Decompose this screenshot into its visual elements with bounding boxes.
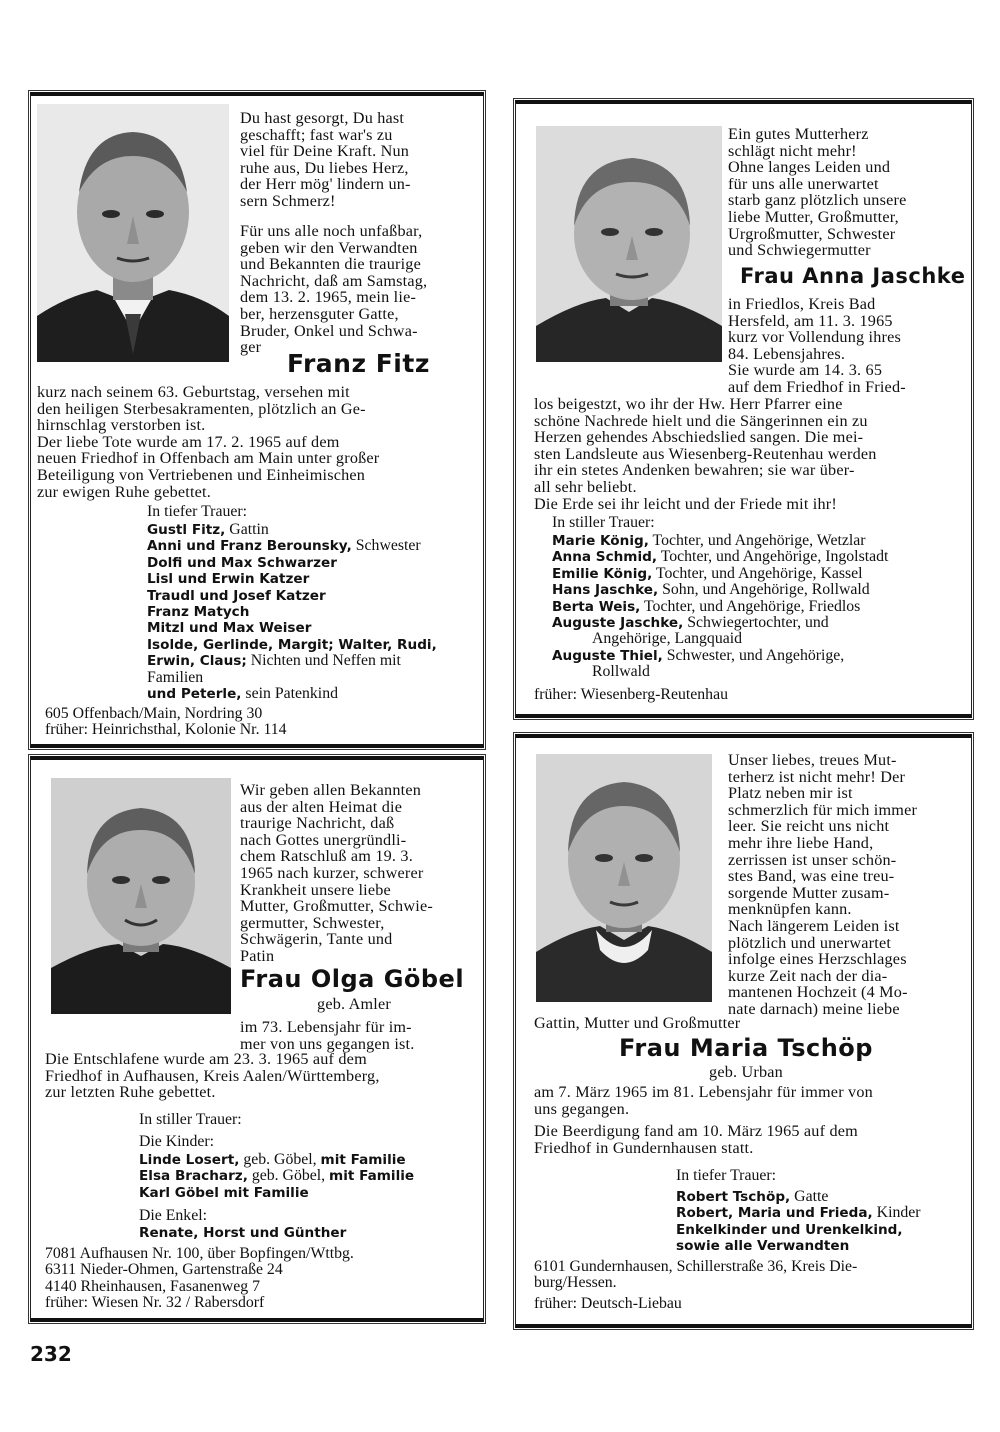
mourning-title: In stiller Trauer: xyxy=(552,514,655,531)
mourner-name: sowie alle Verwandten xyxy=(676,1238,850,1255)
deceased-name: Frau Olga Göbel xyxy=(240,965,465,993)
mourning-title: In stiller Trauer: xyxy=(139,1111,242,1128)
body-text xyxy=(37,384,469,500)
intro-line: Nach längerem Leiden ist xyxy=(728,916,900,935)
mourners-list xyxy=(676,1189,966,1255)
child-name: Linde Losert, xyxy=(139,1152,240,1168)
address-line: 4140 Rheinhausen, Fasanenweg 7 xyxy=(45,1277,260,1295)
body-line: Friedhof in Gundernhausen statt. xyxy=(534,1138,754,1157)
poem-line: der Herr mög' lindern un- xyxy=(240,175,411,194)
mourner-name: Robert Tschöp, xyxy=(676,1189,791,1205)
intro-line: leer. Sie reicht uns nicht xyxy=(728,817,890,836)
mourner-name: Franz Matych xyxy=(147,604,250,621)
address-block xyxy=(45,706,287,739)
poem-text xyxy=(240,110,469,210)
details-line: im 73. Lebensjahr für im- xyxy=(240,1018,412,1036)
mourners-list xyxy=(552,533,962,681)
intro-line: zerrissen ist unser schön- xyxy=(728,850,897,869)
intro-line: nach Gottes unergründli- xyxy=(240,830,407,849)
address-line: 6311 Nieder-Ohmen, Gartenstraße 24 xyxy=(45,1261,283,1279)
mourner-relation: Gatte xyxy=(790,1188,829,1205)
child-name: Karl Göbel mit Familie xyxy=(139,1184,309,1201)
details-text xyxy=(240,1019,468,1052)
mourner-name: Traudl und Josef Katzer xyxy=(147,587,326,604)
details-line: Sie wurde am 14. 3. 65 xyxy=(728,361,883,380)
mourner-relation: Gattin xyxy=(225,521,269,538)
details-line: mer von uns gegangen ist. xyxy=(240,1034,415,1053)
intro-line: ber, herzensguter Gatte, xyxy=(240,304,399,323)
mourning-title: In tiefer Trauer: xyxy=(676,1167,777,1184)
mourner-relation: Tochter, und Angehörige, Ingolstadt xyxy=(657,548,889,566)
obituary-anna-jaschke xyxy=(515,100,972,718)
mourners-list xyxy=(147,522,473,702)
intro-line: plötzlich und unerwartet xyxy=(728,933,892,952)
intro-line: starb ganz plötzlich unsere xyxy=(728,191,907,210)
mourner-entry xyxy=(552,533,962,549)
mourner-name: Hans Jaschke, xyxy=(552,582,659,599)
body-line: hirnschlag verstorben ist. xyxy=(37,416,206,435)
intro-line: germutter, Schwester, xyxy=(240,913,385,932)
body-line: Beteiligung von Vertriebenen und Einheimischen xyxy=(37,465,366,484)
mourner-entry xyxy=(676,1238,966,1254)
child-entry xyxy=(139,1152,469,1168)
address-line: 6101 Gundernhausen, Schillerstraße 36, Kreis Die- xyxy=(534,1258,858,1275)
body-line: neuen Friedhof in Offenbach am Main unter großer xyxy=(37,449,380,468)
intro-line: nate darnach) meine liebe xyxy=(728,999,900,1018)
mourner-entry xyxy=(552,599,962,615)
birth-name: geb. Amler xyxy=(317,995,391,1013)
body-line: zur ewigen Ruhe gebettet. xyxy=(37,482,212,501)
mourner-relation: Rollwald xyxy=(592,663,650,681)
mourner-entry xyxy=(147,571,473,587)
mourner-entry xyxy=(147,588,473,604)
intro-line: infolge eines Herzschlages xyxy=(728,950,907,969)
details-line: auf dem Friedhof in Fried- xyxy=(728,377,906,396)
mourner-entry xyxy=(147,604,473,620)
intro-line: Wir geben allen Bekannten xyxy=(240,781,421,799)
mourner-name: Lisl und Erwin Katzer xyxy=(147,571,310,588)
obituary-maria-tschoep xyxy=(515,734,972,1328)
body-line: uns gegangen. xyxy=(534,1099,630,1118)
grandchildren-names xyxy=(139,1225,346,1241)
mourner-entry xyxy=(147,653,473,669)
address-line: 605 Offenbach/Main, Nordring 30 xyxy=(45,705,263,722)
obituary-franz-fitz xyxy=(30,92,484,748)
mourner-relation: Schwester xyxy=(351,537,421,555)
portrait-photo-anna-jaschke xyxy=(536,126,722,362)
mourner-name: Anni und Franz Berounsky, xyxy=(147,538,352,555)
mourner-relation: Schwiegertochter, und xyxy=(683,614,829,632)
details-line: Hersfeld, am 11. 3. 1965 xyxy=(728,311,893,330)
mourner-entry xyxy=(676,1189,966,1205)
intro-line: Unser liebes, treues Mut- xyxy=(728,751,897,769)
body-line: Herzen gehendes Abschiedslied sangen. Die mei- xyxy=(534,428,864,447)
mourner-entry xyxy=(552,549,962,565)
address-line: früher: Wiesen Nr. 32 / Rabersdorf xyxy=(45,1294,265,1312)
mourner-name: Dolfi und Max Schwarzer xyxy=(147,554,337,571)
mourner-name: Isolde, Gerlinde, Margit; Walter, Rudi, xyxy=(147,636,437,653)
body-text xyxy=(534,1084,958,1156)
intro-text xyxy=(240,782,468,965)
mourner-relation: Tochter, und Angehörige, Wetzlar xyxy=(648,532,866,549)
child-family: mit Familie xyxy=(329,1168,415,1185)
intro-line: Nachricht, daß am Samstag, xyxy=(240,271,428,290)
details-line: in Friedlos, Kreis Bad xyxy=(728,295,876,313)
intro-line: Mutter, Großmutter, Schwie- xyxy=(240,897,433,916)
intro-line: terherz ist nicht mehr! Der xyxy=(728,767,906,786)
intro-line: Platz neben mir ist xyxy=(728,784,853,803)
intro-line: Urgroßmutter, Schwester xyxy=(728,224,896,243)
children-title: Die Kinder: xyxy=(139,1133,215,1150)
body-line: am 7. März 1965 im 81. Lebensjahr für immer von xyxy=(534,1083,873,1101)
body-text xyxy=(534,396,958,512)
intro-line: schmerzlich für mich immer xyxy=(728,800,918,819)
intro-line: mantenen Hochzeit (4 Mo- xyxy=(728,983,908,1002)
mourner-name: Auguste Jaschke, xyxy=(552,615,684,632)
intro-line: liebe Mutter, Großmutter, xyxy=(728,207,899,226)
intro-line: sorgende Mutter zusam- xyxy=(728,883,890,902)
mourner-name: Berta Weis, xyxy=(552,598,641,615)
body-line: Friedhof in Aufhausen, Kreis Aalen/Württemberg, xyxy=(45,1066,380,1085)
birth-name: geb. Urban xyxy=(709,1063,783,1081)
intro-line: Ohne langes Leiden und xyxy=(728,158,891,177)
intro-line: Schwägerin, Tante und xyxy=(240,930,393,949)
poem-line: sern Schmerz! xyxy=(240,191,336,210)
address-block xyxy=(45,1246,354,1312)
body-line: den heiligen Sterbesakramenten, plötzlich an Ge- xyxy=(37,399,366,418)
details-line: 84. Lebensjahres. xyxy=(728,344,846,363)
mourner-entry xyxy=(147,620,473,636)
body-line: Die Beerdigung fand am 10. März 1965 auf dem xyxy=(534,1122,858,1141)
child-maiden-name: geb. Göbel, xyxy=(247,1167,330,1185)
mourner-entry xyxy=(552,615,962,631)
details-text xyxy=(728,296,958,396)
intro-line: kurze Zeit nach der dia- xyxy=(728,966,888,985)
mourner-relation: Familien xyxy=(147,668,204,686)
intro-line: Ein gutes Mutterherz xyxy=(728,125,869,143)
mourner-entry xyxy=(552,648,962,664)
body-line: Der liebe Tote wurde am 17. 2. 1965 auf dem xyxy=(37,432,340,451)
address-line: 7081 Aufhausen Nr. 100, über Bopfingen/Wttbg. xyxy=(45,1245,354,1262)
body-line: Die Erde sei ihr leicht und der Friede mit ihr! xyxy=(534,494,837,513)
mourner-entry xyxy=(147,686,473,702)
intro-line: für uns alle unerwartet xyxy=(728,174,879,193)
intro-text xyxy=(728,126,958,259)
mourner-relation: Tochter, und Angehörige, Kassel xyxy=(652,564,863,582)
grandchildren-title: Die Enkel: xyxy=(139,1207,207,1224)
intro-line: Krankheit unsere liebe xyxy=(240,880,391,899)
page-number: 232 xyxy=(30,1342,72,1366)
intro-line: Patin xyxy=(240,946,275,965)
mourner-name: Erwin, Claus; xyxy=(147,653,247,670)
address-line: burg/Hessen. xyxy=(534,1274,617,1292)
body-line: los beigestzt, wo ihr der Hw. Herr Pfarrer eine xyxy=(534,395,843,413)
mourner-relation: Schwester, und Angehörige, xyxy=(662,646,845,664)
mourner-name: und Peterle, xyxy=(147,686,242,703)
intro-line: ger xyxy=(240,338,262,357)
mourner-relation: Nichten und Neffen mit xyxy=(246,652,401,670)
mourner-relation: Kinder xyxy=(872,1204,921,1222)
intro-line: Für uns alle noch unfaßbar, xyxy=(240,222,423,240)
child-entry xyxy=(139,1185,469,1201)
mourner-entry xyxy=(676,1205,966,1221)
intro-line: aus der alten Heimat die xyxy=(240,797,403,816)
intro-line: traurige Nachricht, daß xyxy=(240,814,395,833)
mourner-name: Emilie König, xyxy=(552,565,653,582)
mourner-name: Auguste Thiel, xyxy=(552,647,663,664)
deceased-name: Frau Anna Jaschke xyxy=(740,264,966,288)
address-line: früher: Wiesenberg-Reutenhau xyxy=(534,686,728,703)
intro-line: Bruder, Onkel und Schwa- xyxy=(240,321,418,340)
mourner-entry xyxy=(147,637,473,653)
mourner-entry xyxy=(147,538,473,554)
portrait-photo-maria-tschoep xyxy=(536,754,712,1002)
mourner-entry xyxy=(147,670,473,686)
poem-line: geschafft; fast war's zu xyxy=(240,125,393,144)
mourner-entry xyxy=(147,555,473,571)
mourner-entry xyxy=(552,582,962,598)
obituary-olga-goebel xyxy=(30,756,484,1322)
intro-line: chem Ratschluß am 19. 3. xyxy=(240,847,413,866)
poem-line: viel für Deine Kraft. Nun xyxy=(240,142,410,161)
address-block xyxy=(534,1259,958,1312)
children-list xyxy=(139,1152,469,1201)
address-block xyxy=(534,687,728,703)
body-line: Die Entschlafene wurde am 23. 3. 1965 auf dem xyxy=(45,1050,367,1068)
mourner-entry xyxy=(676,1222,966,1238)
mourning-title: In tiefer Trauer: xyxy=(147,503,248,520)
deceased-name: Frau Maria Tschöp xyxy=(619,1034,873,1062)
mourner-relation: Angehörige, Langquaid xyxy=(592,630,743,648)
body-line: zur letzten Ruhe gebettet. xyxy=(45,1083,216,1102)
intro-line: und Bekannten die traurige xyxy=(240,255,421,274)
grandchildren-list: Renate, Horst und Günther xyxy=(139,1225,347,1241)
mourner-entry xyxy=(552,566,962,582)
mourner-name: Robert, Maria und Frieda, xyxy=(676,1205,873,1222)
portrait-photo-franz-fitz xyxy=(37,104,229,362)
child-entry xyxy=(139,1168,469,1184)
intro-line: dem 13. 2. 1965, mein lie- xyxy=(240,288,417,307)
mourner-name: Enkelkinder und Urenkelkind, xyxy=(676,1221,903,1238)
mourner-relation: Tochter, und Angehörige, Friedlos xyxy=(640,597,861,615)
intro-text xyxy=(240,223,469,356)
intro-line: schlägt nicht mehr! xyxy=(728,141,857,160)
portrait-photo-olga-goebel xyxy=(51,778,231,1014)
address-line: früher: Heinrichsthal, Kolonie Nr. 114 xyxy=(45,721,287,739)
intro-line: mehr ihre liebe Hand, xyxy=(728,833,874,852)
body-line: kurz nach seinem 63. Geburtstag, versehen mit xyxy=(37,383,350,401)
intro-line: menknüpfen kann. xyxy=(728,900,852,919)
intro-continuation: Gattin, Mutter und Großmutter xyxy=(534,1014,741,1032)
intro-line: geben wir den Verwandten xyxy=(240,238,418,257)
intro-line: und Schwiegermutter xyxy=(728,241,871,260)
intro-text xyxy=(728,752,958,1018)
intro-line: stes Band, was eine treu- xyxy=(728,867,895,886)
intro-line: 1965 nach kurzer, schwerer xyxy=(240,863,424,882)
body-line: sten Landsleute aus Wiesenberg-Reutenhau werden xyxy=(534,444,877,463)
mourner-name: Gustl Fitz, xyxy=(147,522,226,538)
poem-line: Du hast gesorgt, Du hast xyxy=(240,109,405,127)
body-line: ihr ein stetes Andenken bewahren; sie war über- xyxy=(534,461,855,480)
body-text xyxy=(45,1051,469,1101)
details-line: kurz vor Vollendung ihres xyxy=(728,328,901,347)
deceased-name: Franz Fitz xyxy=(287,349,430,378)
child-family: mit Familie xyxy=(320,1152,406,1168)
body-line: schöne Nachrede hielt und die Sängerinnen ein zu xyxy=(534,411,868,430)
mourner-entry xyxy=(147,522,473,538)
mourner-relation: sein Patenkind xyxy=(241,685,338,703)
mourner-name: Mitzl und Max Weiser xyxy=(147,620,312,637)
poem-line: ruhe aus, Du liebes Herz, xyxy=(240,158,409,177)
address-line: früher: Deutsch-Liebau xyxy=(534,1294,682,1312)
mourner-name: Anna Schmid, xyxy=(552,549,658,566)
child-maiden-name: geb. Göbel, xyxy=(239,1151,321,1168)
mourner-name: Marie König, xyxy=(552,533,649,549)
mourner-entry xyxy=(552,664,962,680)
mourner-entry xyxy=(552,631,962,647)
child-name: Elsa Bracharz, xyxy=(139,1168,248,1185)
body-line: all sehr beliebt. xyxy=(534,477,637,496)
mourner-relation: Sohn, und Angehörige, Rollwald xyxy=(658,581,870,599)
